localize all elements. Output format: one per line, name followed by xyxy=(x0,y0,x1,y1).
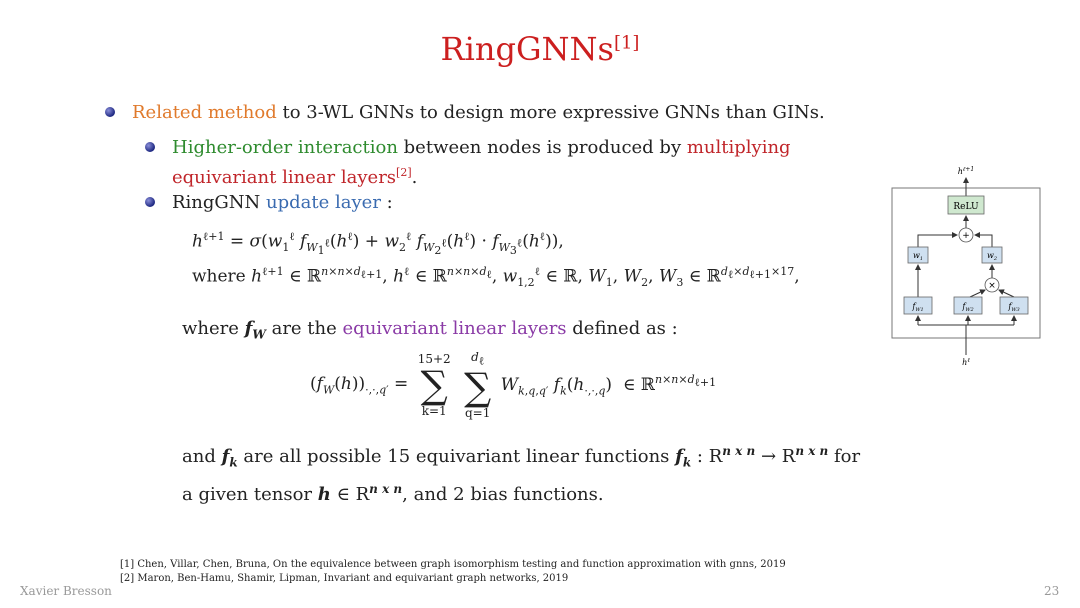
author-name: Xavier Bresson xyxy=(20,584,112,598)
footnote-2: [2] Maron, Ben-Hamu, Shamir, Lipman, Invariant and equivariant graph networks, 2019 xyxy=(120,573,569,584)
fk-sub: k xyxy=(229,455,238,470)
sum-k: 15+2 ∑ k=1 xyxy=(417,352,451,419)
svg-text:+: + xyxy=(962,231,970,241)
ref-2: [2] xyxy=(396,166,412,179)
nxn-2: n x n xyxy=(795,444,829,458)
equivariant-linear-text: equivariant linear layers xyxy=(172,167,397,188)
update-layer-colon: : xyxy=(380,192,393,213)
def-prefix: where xyxy=(182,318,245,339)
sum-q-top: d xyxy=(471,350,479,364)
diagram-top-label: $h^{\ell+1}$ xyxy=(957,166,975,176)
ringgnn-diagram xyxy=(880,160,1050,370)
related-method-text: Related method xyxy=(132,102,277,123)
bullet-dot xyxy=(145,197,155,207)
fk-line1-b: are all possible 15 equivariant linear functions xyxy=(237,446,676,467)
bullet-higher-order xyxy=(172,135,812,190)
equivariant-layers-text: equivariant linear layers xyxy=(342,318,567,339)
update-equation-where: where $h^{\ell+1}$ ∈ ℝ$^{n\times n\times d_{\ell+1}}$, $h^\ell$ ∈ ℝ$^{n\times n\times d_\ell}$, $w_{1,2}^\ell$ ∈ ℝ, $W_1$, $W_2$, $W_3$ ∈ ℝ$^{d_\ell\times d_{\ell+1}\times 17}$, xyxy=(192,265,800,290)
fk-arrow: → R xyxy=(755,446,796,467)
fw2-label: $f_{W2}$ xyxy=(962,302,974,313)
fk-symbol: f xyxy=(221,446,230,467)
title-text: RingGNNs xyxy=(440,30,614,68)
fk-line1-a: and xyxy=(182,446,222,467)
fk-line2-a: a given tensor xyxy=(182,483,318,505)
slide-title xyxy=(0,30,1080,68)
where-word: where xyxy=(192,266,246,287)
fk-description xyxy=(182,438,860,508)
fk-line1-c: : R xyxy=(691,446,723,467)
page-number: 23 xyxy=(1044,584,1060,598)
fw-equation: $(f_W(h))_{\cdot,\cdot,q'}$ = 15+2 ∑ k=1 $d_\ell$ ∑ q=1 $W_{k,q,q'}$ $f_k(h_{\cdot,\cdot,q})$ ∈ ℝ$^{n\times n\times d_{\ell+1}}$ xyxy=(310,350,717,421)
multiplying-text: multiplying xyxy=(686,137,791,158)
bullet-dot xyxy=(145,142,155,152)
sum-k-top: 15+2 xyxy=(417,352,451,367)
update-layer-text: update layer xyxy=(266,192,381,213)
higher-order-end: . xyxy=(411,167,418,188)
fk-line1-d: for xyxy=(828,446,861,467)
title-ref: [1] xyxy=(613,32,640,54)
diagram-bottom-label: $h^\ell$ xyxy=(962,357,970,367)
fw-sub: W xyxy=(252,327,266,342)
fk-line2-b: ∈ R xyxy=(330,483,370,505)
w2-label: $w_2$ xyxy=(986,251,998,262)
footnote-1: [1] Chen, Villar, Chen, Bruna, On the equivalence between graph isomorphism testing and function approximation with gnns, 2019 xyxy=(120,559,786,570)
bullet-related-method xyxy=(132,100,825,125)
w1-label: $w_1$ xyxy=(912,251,924,262)
fw1-label: $f_{W1}$ xyxy=(912,302,924,313)
sum-q-bottom: q=1 xyxy=(464,406,491,421)
update-equation: $h^{\ell+1} = \sigma(w_1^\ell$ $f_{W_1^\ell}(h^\ell) + w_2^\ell$ $f_{W_2^\ell}(h^\ell) \cdot f_{W_3^\ell}(h^\ell)$), xyxy=(192,230,564,258)
higher-order-mid: between nodes is produced by xyxy=(397,137,687,158)
bullet-dot xyxy=(105,107,115,117)
higher-order-text: Higher-order interaction xyxy=(172,137,398,158)
def-end: defined as : xyxy=(566,318,678,339)
svg-text:×: × xyxy=(988,281,996,291)
sum-q: $d_\ell$ ∑ q=1 xyxy=(464,350,492,421)
related-method-rest: to 3-WL GNNs to design more expressive GNNs than GINs. xyxy=(276,102,825,123)
fk-line2-c: , and 2 bias functions. xyxy=(402,483,604,505)
h-symbol: h xyxy=(317,483,331,505)
relu-label: ReLU xyxy=(953,202,979,212)
fk-symbol-2: f xyxy=(675,446,683,467)
nxn-1: n x n xyxy=(722,444,756,458)
fw3-label: $f_{W3}$ xyxy=(1008,302,1020,313)
fk-sub-2: k xyxy=(682,455,692,470)
nxn-3: n x n xyxy=(369,481,403,496)
fw-definition xyxy=(182,316,678,348)
def-mid: are the xyxy=(265,318,343,339)
sum-k-bottom: k=1 xyxy=(421,404,447,419)
ringgnn-text: RingGNN xyxy=(172,192,267,213)
bullet-update-layer xyxy=(172,190,393,215)
fw-symbol: f xyxy=(244,318,253,339)
